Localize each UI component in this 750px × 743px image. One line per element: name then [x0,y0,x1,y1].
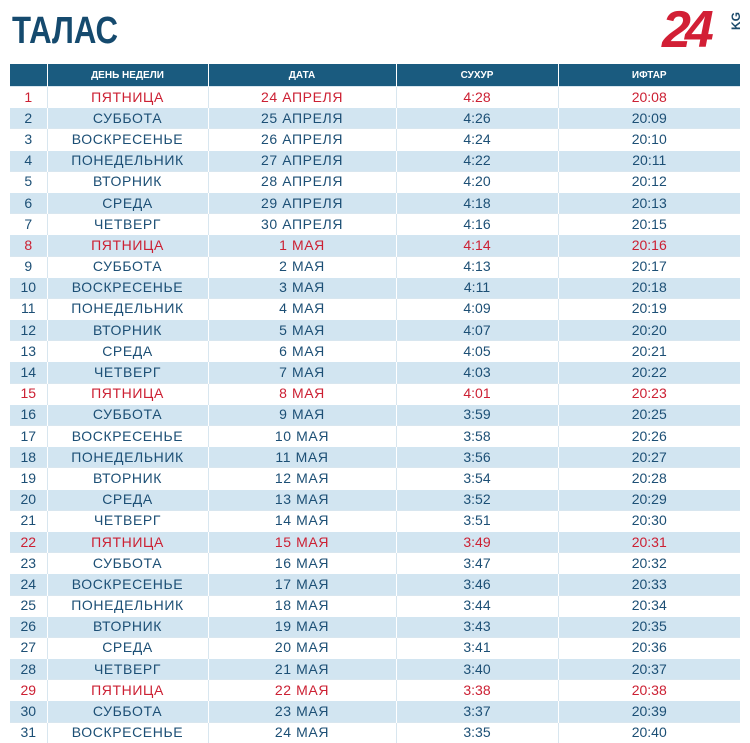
suhur-time-cell: 4:13 [396,256,558,277]
logo-suffix: KG [729,12,743,30]
row-number-cell: 1 [10,87,47,108]
iftar-time-cell: 20:32 [558,553,740,574]
table-row [10,277,740,298]
row-number-cell: 10 [10,277,47,298]
suhur-time-cell: 4:03 [396,362,558,383]
suhur-time-cell: 4:05 [396,341,558,362]
weekday-cell: ПЯТНИЦА [47,531,208,552]
row-number-cell: 19 [10,468,47,489]
iftar-time-cell: 20:16 [558,235,740,256]
weekday-cell: ПОНЕДЕЛЬНИК [47,298,208,319]
row-number-cell: 23 [10,553,47,574]
row-number-cell: 12 [10,320,47,341]
row-number-cell: 4 [10,150,47,171]
weekday-cell: ВОСКРЕСЕНЬЕ [47,277,208,298]
weekday-cell: ПЯТНИЦА [47,87,208,108]
suhur-time-cell: 4:14 [396,235,558,256]
iftar-time-cell: 20:33 [558,574,740,595]
row-number-cell: 2 [10,108,47,129]
row-number-cell: 25 [10,595,47,616]
date-cell: 8 МАЯ [208,383,396,404]
row-number-cell: 14 [10,362,47,383]
suhur-time-cell: 3:41 [396,637,558,658]
date-cell: 27 АПРЕЛЯ [208,150,396,171]
row-number-cell: 26 [10,616,47,637]
iftar-time-cell: 20:28 [558,468,740,489]
header-iftar: ИФТАР [558,64,740,87]
row-number-cell: 6 [10,192,47,213]
table-row [10,320,740,341]
date-cell: 12 МАЯ [208,468,396,489]
row-number-cell: 9 [10,256,47,277]
iftar-time-cell: 20:13 [558,192,740,213]
iftar-time-cell: 20:36 [558,637,740,658]
iftar-time-cell: 20:31 [558,531,740,552]
date-cell: 6 МАЯ [208,341,396,362]
row-number-cell: 21 [10,510,47,531]
table-row [10,426,740,447]
suhur-time-cell: 4:09 [396,298,558,319]
table-row [10,468,740,489]
weekday-cell: СУББОТА [47,404,208,425]
weekday-cell: ВТОРНИК [47,468,208,489]
date-cell: 7 МАЯ [208,362,396,383]
suhur-time-cell: 3:46 [396,574,558,595]
row-number-cell: 30 [10,701,47,722]
table-row [10,192,740,213]
suhur-time-cell: 3:38 [396,680,558,701]
date-cell: 21 МАЯ [208,659,396,680]
table-row [10,531,740,552]
iftar-time-cell: 20:11 [558,150,740,171]
iftar-time-cell: 20:27 [558,447,740,468]
date-cell: 18 МАЯ [208,595,396,616]
table-row [10,298,740,319]
table-row [10,553,740,574]
weekday-cell: ВТОРНИК [47,171,208,192]
table-header-row [10,64,740,87]
table-row [10,362,740,383]
iftar-time-cell: 20:12 [558,171,740,192]
date-cell: 1 МАЯ [208,235,396,256]
row-number-cell: 18 [10,447,47,468]
table-row [10,214,740,235]
weekday-cell: ПОНЕДЕЛЬНИК [47,595,208,616]
row-number-cell: 16 [10,404,47,425]
weekday-cell: ВОСКРЕСЕНЬЕ [47,574,208,595]
weekday-cell: ВТОРНИК [47,320,208,341]
date-cell: 28 АПРЕЛЯ [208,171,396,192]
suhur-time-cell: 4:07 [396,320,558,341]
iftar-time-cell: 20:23 [558,383,740,404]
suhur-time-cell: 4:01 [396,383,558,404]
weekday-cell: СУББОТА [47,553,208,574]
iftar-time-cell: 20:22 [558,362,740,383]
iftar-time-cell: 20:10 [558,129,740,150]
table-row [10,659,740,680]
suhur-time-cell: 3:35 [396,722,558,743]
page-title: ТАЛАС [12,10,119,52]
header-suhur: СУХУР [396,64,558,87]
weekday-cell: ЧЕТВЕРГ [47,362,208,383]
weekday-cell: СУББОТА [47,256,208,277]
table-row [10,150,740,171]
row-number-cell: 28 [10,659,47,680]
date-cell: 30 АПРЕЛЯ [208,214,396,235]
date-cell: 13 МАЯ [208,489,396,510]
weekday-cell: СРЕДА [47,341,208,362]
weekday-cell: СУББОТА [47,108,208,129]
iftar-time-cell: 20:34 [558,595,740,616]
suhur-time-cell: 4:22 [396,150,558,171]
table-body [10,87,740,743]
suhur-time-cell: 4:20 [396,171,558,192]
row-number-cell: 31 [10,722,47,743]
iftar-time-cell: 20:20 [558,320,740,341]
table-row [10,595,740,616]
table-row [10,235,740,256]
header-date: ДАТА [208,64,396,87]
date-cell: 25 АПРЕЛЯ [208,108,396,129]
table-row [10,383,740,404]
brand-logo [662,1,746,59]
row-number-cell: 5 [10,171,47,192]
date-cell: 5 МАЯ [208,320,396,341]
suhur-time-cell: 4:18 [396,192,558,213]
header-number [10,64,47,87]
date-cell: 29 АПРЕЛЯ [208,192,396,213]
iftar-time-cell: 20:37 [558,659,740,680]
suhur-time-cell: 3:49 [396,531,558,552]
date-cell: 26 АПРЕЛЯ [208,129,396,150]
date-cell: 20 МАЯ [208,637,396,658]
iftar-time-cell: 20:09 [558,108,740,129]
table-row [10,616,740,637]
iftar-time-cell: 20:26 [558,426,740,447]
row-number-cell: 17 [10,426,47,447]
row-number-cell: 13 [10,341,47,362]
weekday-cell: СУББОТА [47,701,208,722]
row-number-cell: 11 [10,298,47,319]
row-number-cell: 7 [10,214,47,235]
weekday-cell: ВОСКРЕСЕНЬЕ [47,426,208,447]
row-number-cell: 15 [10,383,47,404]
weekday-cell: ВОСКРЕСЕНЬЕ [47,129,208,150]
date-cell: 11 МАЯ [208,447,396,468]
table-row [10,341,740,362]
suhur-time-cell: 3:47 [396,553,558,574]
iftar-time-cell: 20:15 [558,214,740,235]
date-cell: 4 МАЯ [208,298,396,319]
table-row [10,447,740,468]
date-cell: 15 МАЯ [208,531,396,552]
table-row [10,171,740,192]
iftar-time-cell: 20:08 [558,87,740,108]
iftar-time-cell: 20:21 [558,341,740,362]
table-row [10,701,740,722]
date-cell: 3 МАЯ [208,277,396,298]
iftar-time-cell: 20:30 [558,510,740,531]
date-cell: 16 МАЯ [208,553,396,574]
date-cell: 24 МАЯ [208,722,396,743]
date-cell: 17 МАЯ [208,574,396,595]
date-cell: 10 МАЯ [208,426,396,447]
table-row [10,129,740,150]
date-cell: 23 МАЯ [208,701,396,722]
date-cell: 22 МАЯ [208,680,396,701]
suhur-time-cell: 3:58 [396,426,558,447]
suhur-time-cell: 4:24 [396,129,558,150]
table-row [10,256,740,277]
iftar-time-cell: 20:18 [558,277,740,298]
table-row [10,87,740,108]
schedule-table [10,64,740,743]
table-row [10,574,740,595]
suhur-time-cell: 3:52 [396,489,558,510]
date-cell: 2 МАЯ [208,256,396,277]
weekday-cell: ПОНЕДЕЛЬНИК [47,447,208,468]
weekday-cell: СРЕДА [47,192,208,213]
row-number-cell: 24 [10,574,47,595]
row-number-cell: 8 [10,235,47,256]
suhur-time-cell: 3:37 [396,701,558,722]
weekday-cell: ПОНЕДЕЛЬНИК [47,150,208,171]
weekday-cell: ЧЕТВЕРГ [47,214,208,235]
date-cell: 9 МАЯ [208,404,396,425]
iftar-time-cell: 20:19 [558,298,740,319]
suhur-time-cell: 3:43 [396,616,558,637]
row-number-cell: 27 [10,637,47,658]
date-cell: 24 АПРЕЛЯ [208,87,396,108]
table-row [10,404,740,425]
table-row [10,680,740,701]
table-row [10,722,740,743]
weekday-cell: ЧЕТВЕРГ [47,659,208,680]
suhur-time-cell: 3:40 [396,659,558,680]
row-number-cell: 3 [10,129,47,150]
suhur-time-cell: 4:16 [396,214,558,235]
weekday-cell: ЧЕТВЕРГ [47,510,208,531]
iftar-time-cell: 20:35 [558,616,740,637]
suhur-time-cell: 4:11 [396,277,558,298]
weekday-cell: ВТОРНИК [47,616,208,637]
iftar-time-cell: 20:17 [558,256,740,277]
row-number-cell: 22 [10,531,47,552]
weekday-cell: СРЕДА [47,489,208,510]
weekday-cell: ПЯТНИЦА [47,383,208,404]
date-cell: 19 МАЯ [208,616,396,637]
iftar-time-cell: 20:25 [558,404,740,425]
iftar-time-cell: 20:29 [558,489,740,510]
table-row [10,108,740,129]
suhur-time-cell: 3:44 [396,595,558,616]
suhur-time-cell: 3:54 [396,468,558,489]
suhur-time-cell: 4:26 [396,108,558,129]
weekday-cell: СРЕДА [47,637,208,658]
weekday-cell: ВОСКРЕСЕНЬЕ [47,722,208,743]
logo-number: 24 [662,1,708,59]
suhur-time-cell: 3:56 [396,447,558,468]
table-row [10,489,740,510]
header-weekday: ДЕНЬ НЕДЕЛИ [47,64,208,87]
suhur-time-cell: 4:28 [396,87,558,108]
date-cell: 14 МАЯ [208,510,396,531]
row-number-cell: 29 [10,680,47,701]
suhur-time-cell: 3:59 [396,404,558,425]
iftar-time-cell: 20:38 [558,680,740,701]
table-row [10,510,740,531]
weekday-cell: ПЯТНИЦА [47,680,208,701]
suhur-time-cell: 3:51 [396,510,558,531]
iftar-time-cell: 20:39 [558,701,740,722]
row-number-cell: 20 [10,489,47,510]
iftar-time-cell: 20:40 [558,722,740,743]
table-row [10,637,740,658]
weekday-cell: ПЯТНИЦА [47,235,208,256]
